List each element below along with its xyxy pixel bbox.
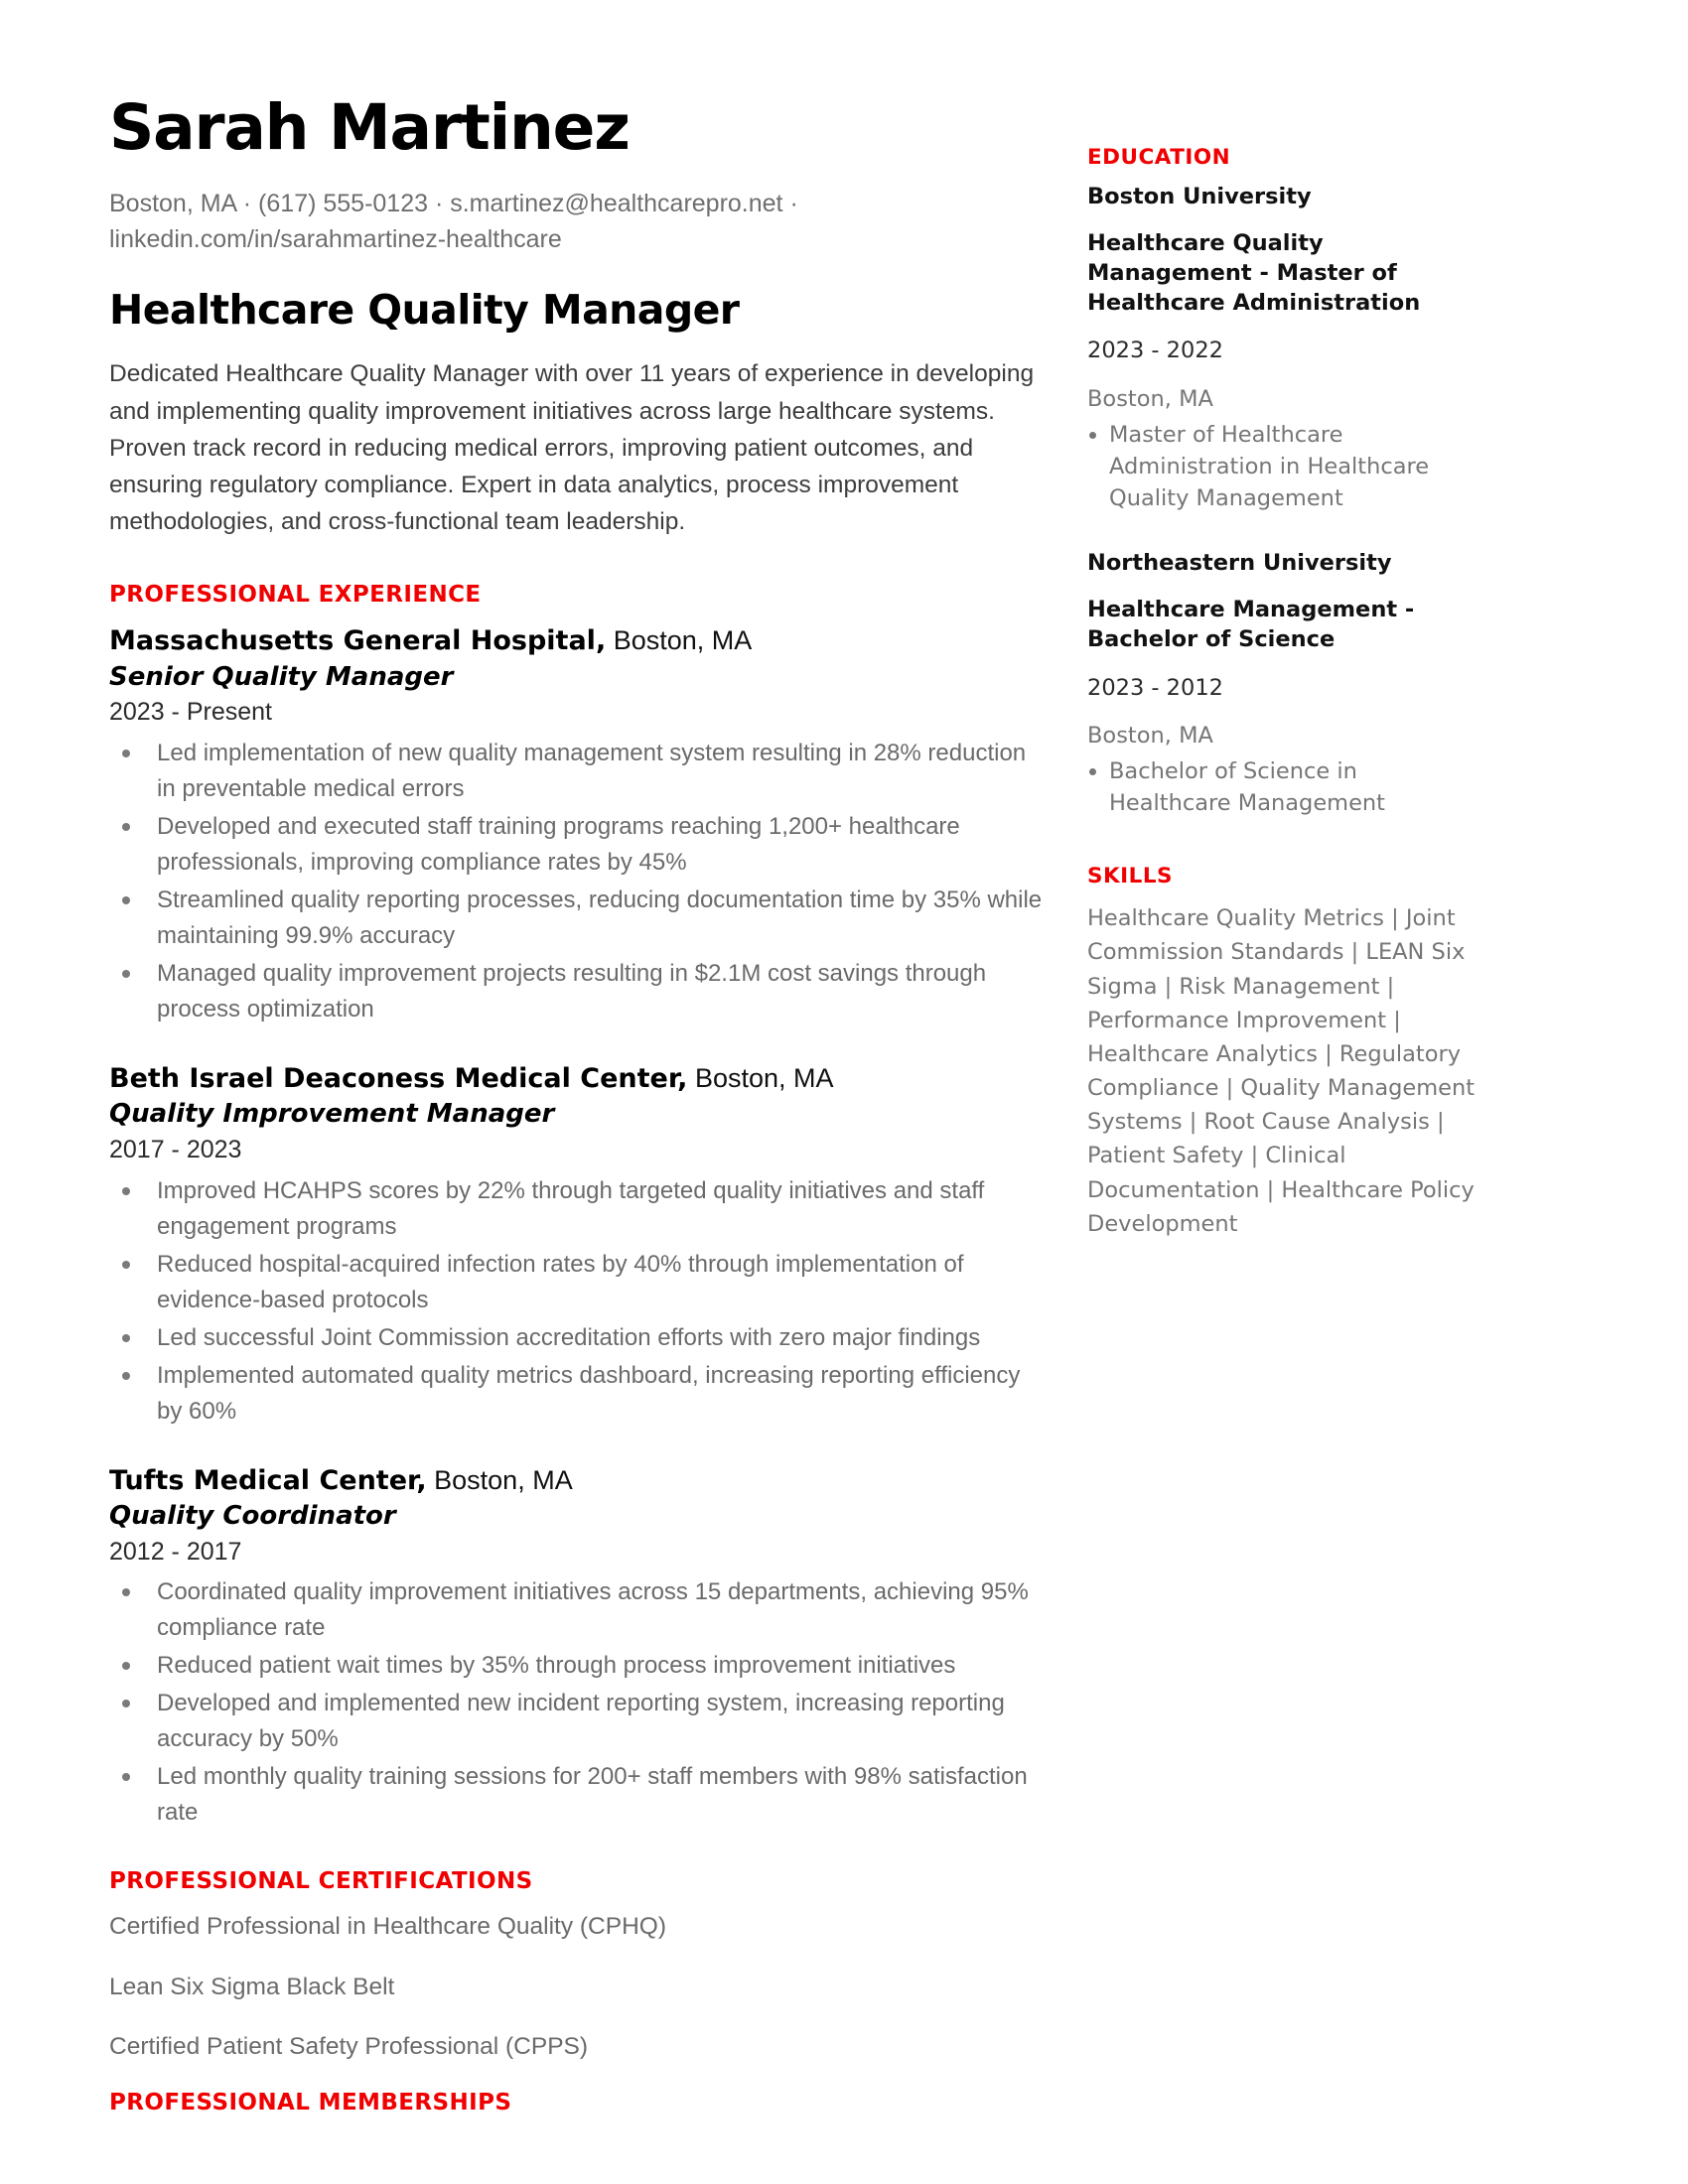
list-item: Reduced patient wait times by 35% through process improvement initiatives [109, 1648, 1048, 1684]
experience-entry [109, 1061, 1048, 1430]
experience-organization-line [109, 1061, 1048, 1096]
list-item: Led monthly quality training sessions for 200+ staff members with 98% satisfaction rate [109, 1759, 1048, 1831]
headline: Healthcare Quality Manager [109, 286, 740, 335]
experience-dates: 2017 - 2023 [109, 1135, 242, 1163]
page-title: Sarah Martinez [109, 91, 630, 164]
section-heading-memberships: PROFESSIONAL MEMBERSHIPS [109, 2090, 512, 2116]
education-school: Northeastern University [1087, 549, 1392, 576]
list-item: Implemented automated quality metrics dashboard, increasing reporting efficiency by 60% [109, 1358, 1048, 1430]
contact-line: Boston, MA · (617) 555-0123 · s.martinez@healthcarepro.net · linkedin.com/in/sarahmartinez-healthcare [109, 190, 798, 253]
experience-organization-line [109, 1463, 1048, 1498]
skills-section [1087, 864, 1484, 1241]
education-entry [1087, 183, 1484, 515]
main-column [109, 91, 1087, 2184]
experience-role: Quality Improvement Manager [109, 1099, 555, 1130]
education-bullets [1087, 420, 1484, 515]
experience-location: Boston, MA [694, 1063, 834, 1094]
list-item: Improved HCAHPS scores by 22% through targeted quality initiatives and staff engagement programs [109, 1173, 1048, 1245]
sidebar-column [1087, 95, 1484, 2184]
education-school: Boston University [1087, 184, 1312, 209]
experience-entry [109, 623, 1048, 1027]
experience-organization: Massachusetts General Hospital, [109, 625, 607, 657]
experience-organization-line [109, 623, 1048, 658]
experience-role: Senior Quality Manager [109, 661, 454, 692]
section-heading-experience: PROFESSIONAL EXPERIENCE [109, 582, 482, 609]
experience-organization: Tufts Medical Center, [109, 1464, 427, 1496]
skills-list: Healthcare Quality Metrics | Joint Commission Standards | LEAN Six Sigma | Risk Management | Performance Improvement | Healthcare Analytics | Regulatory Compliance | Quality Management Systems | Root Cause Analysis | Patient Safety | Clinical Documentation | Healthcare Policy Development [1087, 905, 1476, 1237]
experience-location: Boston, MA [613, 625, 753, 656]
list-item: Managed quality improvement projects resulting in $2.1M cost savings through process optimization [109, 956, 1048, 1027]
education-degree: Healthcare Quality Management - Master of Healthcare Administration [1087, 230, 1421, 316]
education-bullets [1087, 756, 1484, 820]
list-item: Bachelor of Science in Healthcare Management [1087, 756, 1484, 820]
education-location: Boston, MA [1087, 722, 1213, 749]
section-heading-certifications: PROFESSIONAL CERTIFICATIONS [109, 1868, 533, 1895]
education-dates: 2023 - 2022 [1087, 338, 1223, 364]
education-entry [1087, 549, 1484, 820]
education-degree: Healthcare Management - Bachelor of Science [1087, 597, 1415, 652]
list-item: Developed and implemented new incident reporting system, increasing reporting accuracy by 50% [109, 1686, 1048, 1757]
experience-bullets [109, 1173, 1048, 1430]
experience-role: Quality Coordinator [109, 1500, 396, 1531]
education-location: Boston, MA [1087, 385, 1213, 412]
experience-bullets [109, 1574, 1048, 1831]
list-item: Master of Healthcare Administration in Healthcare Quality Management [1087, 420, 1484, 515]
certification-item: Certified Patient Safety Professional (CPPS) [109, 2032, 589, 2060]
section-heading-education: EDUCATION [1087, 145, 1231, 170]
certification-item: Lean Six Sigma Black Belt [109, 1973, 395, 2000]
list-item: Coordinated quality improvement initiatives across 15 departments, achieving 95% compliance rate [109, 1574, 1048, 1646]
experience-bullets [109, 736, 1048, 1027]
professional-summary: Dedicated Healthcare Quality Manager with over 11 years of experience in developing and implementing quality improvement initiatives across large healthcare systems. Proven track record in reducing medical errors, improving patient outcomes, and ensuring regulatory compliance. Expert in data analytics, process improvement methodologies, and cross-functional team leadership. [109, 360, 1035, 536]
certifications-section [109, 1868, 1048, 2064]
certification-item: Certified Professional in Healthcare Quality (CPHQ) [109, 1913, 666, 1941]
list-item: Reduced hospital-acquired infection rates by 40% through implementation of evidence-based protocols [109, 1247, 1048, 1318]
experience-organization: Beth Israel Deaconess Medical Center, [109, 1063, 688, 1095]
experience-dates: 2012 - 2017 [109, 1537, 242, 1566]
education-dates: 2023 - 2012 [1087, 674, 1223, 701]
list-item: Led successful Joint Commission accreditation efforts with zero major findings [109, 1320, 1048, 1356]
section-heading-skills: SKILLS [1087, 864, 1174, 889]
experience-dates: 2023 - Present [109, 698, 272, 727]
experience-location: Boston, MA [434, 1464, 573, 1495]
list-item: Developed and executed staff training programs reaching 1,200+ healthcare professionals, improving compliance rates by 45% [109, 809, 1048, 881]
experience-entry [109, 1463, 1048, 1832]
list-item: Streamlined quality reporting processes, reducing documentation time by 35% while maintaining 99.9% accuracy [109, 883, 1048, 954]
list-item: Led implementation of new quality management system resulting in 28% reduction in preventable medical errors [109, 736, 1048, 807]
